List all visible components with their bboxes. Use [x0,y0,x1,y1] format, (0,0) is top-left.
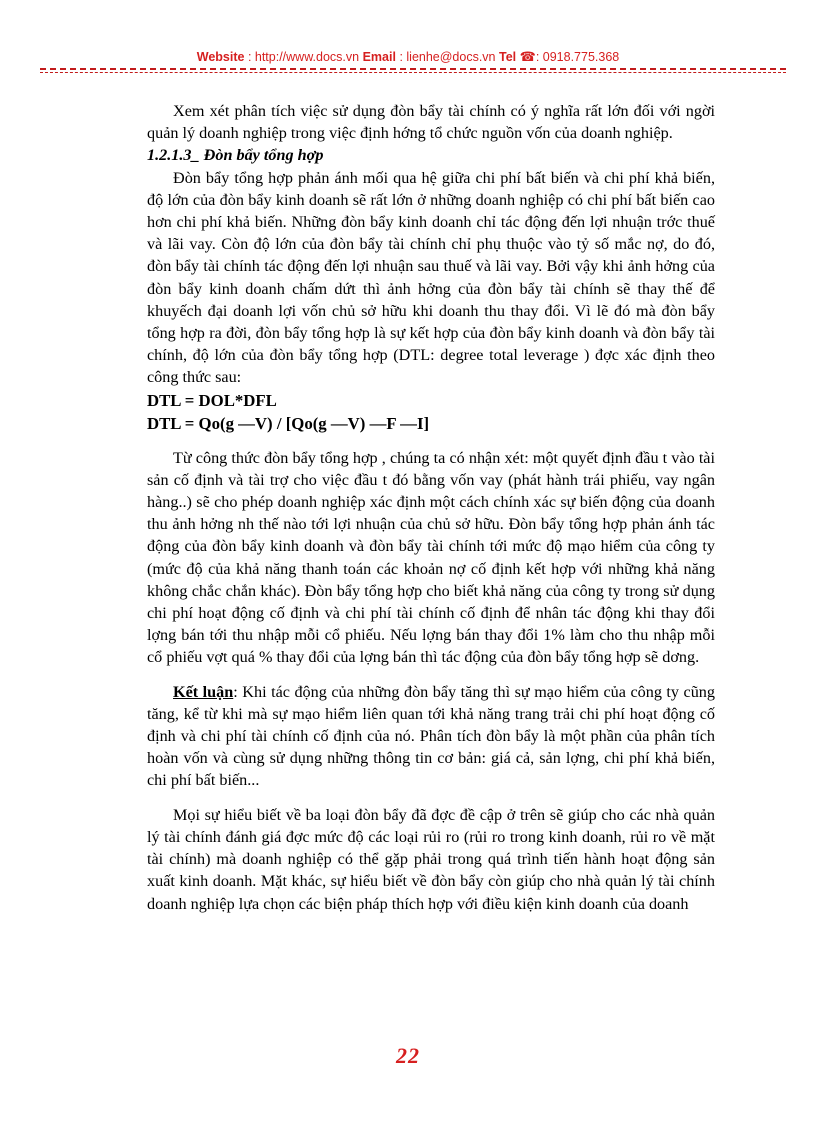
email-label: Email [362,50,396,64]
page-number: 22 [396,1043,420,1068]
paragraph-conclusion [147,681,715,792]
website-label: Website [196,50,245,64]
paragraph-summary: Mọi sự hiểu biết về ba loại đòn bẩy đã đợc đề cập ở trên sẽ giúp cho các nhà quản lý tài chính đánh giá đợc mức độ các loại rủi ro (rủi ro trong kinh doanh, rủi ro về mặt tài chính) mà doanh nghiệp có thể gặp phải trong quá trình tiến hành hoạt động sản xuất kinh doanh. Mặt khác, sự hiểu biết về đòn bẩy còn giúp cho nhà quản lý tài chính doanh nghiệp lựa chọn các biện pháp thích hợp với điều kiện kinh doanh của doanh [147,805,715,913]
section-heading: 1.2.1.3_ Đòn bẩy tổng hợp [147,146,324,165]
phone-icon: ☎ [519,49,536,64]
paragraph-remarks: Từ công thức đòn bẩy tổng hợp , chúng ta có nhận xét: một quyết định đầu t vào tài sản cố định và tài trợ cho việc đầu t đó bằng vốn vay (phát hành trái phiếu, vay ngân hàng..) sẽ cho phép doanh nghiệp xác định một cách chính xác sự biến động của doanh thu ảnh hởng nh thế nào tới lợi nhuận của chủ sở hữu. Đòn bẩy tổng hợp phản ánh tác động của đòn bẩy kinh doanh và đòn bẩy tài chính tới mức độ mạo hiểm của công ty (mức độ của khả năng thanh toán các khoản nợ cố định kết hợp với những khả năng không chắc chắn khác). Đòn bẩy tổng hợp cho biết khả năng của công ty trong sử dụng chi phí hoạt động cố định và chi phí tài chính cố định để nhân tác động khi thay đổi lợng bán tới thu nhập mỗi cổ phiếu. Nếu lợng bán thay đổi 1% làm cho thu nhập mỗi cổ phiếu vợt quá % thay đổi của lợng bán thì tác động của đòn bẩy tổng hợp sẽ dơng. [147,448,715,667]
header-divider-thin [40,72,786,73]
formula-dtl-expanded: DTL = Qo(g —V) / [Qo(g —V) —F —I] [147,413,430,433]
paragraph-intro: Xem xét phân tích việc sử dụng đòn bẩy tài chính có ý nghĩa rất lớn đối với ngời quản lý doanh nghiệp trong việc định hớng tổ chức nguồn vốn của doanh nghiệp. [147,102,715,143]
conclusion-label: Kết luận [173,682,234,701]
website-link[interactable]: : http://www.docs.vn [247,50,360,64]
formula-dtl-product: DTL = DOL*DFL [147,390,277,410]
tel-number: : 0918.775.368 [535,50,620,64]
paragraph-definition: Đòn bẩy tổng hợp phản ánh mối qua hệ giữa chi phí bất biến và chi phí khả biến, độ lớn của đòn bẩy kinh doanh sẽ rất lớn ở những doanh nghiệp có chi phí bất biến cao hơn chi phí khả biến. Những đòn bẩy kinh doanh chỉ tác động đến lợi nhuận trớc thuế và lãi vay. Còn độ lớn của đòn bẩy tài chính chỉ phụ thuộc vào tỷ số mắc nợ, do đó, đòn bẩy tài chính tác động đến lợi nhuận sau thuế và lãi vay. Bởi vậy khi ảnh hởng của đòn bẩy kinh doanh chấm dứt thì ảnh hởng của đòn bẩy tài chính sẽ thay thế để khuyếch đại doanh lợi vốn chủ sở hữu khi doanh thu thay đổi. Vì lẽ đó mà đòn bẩy tổng hợp ra đời, đòn bẩy tổng hợp là sự kết hợp của đòn bẩy kinh doanh và đòn bẩy tài chính, độ lớn của đòn bẩy tổng hợp (DTL: degree total leverage ) đợc xác định theo công thức sau: [147,168,715,387]
page-header [0,49,816,65]
email-link[interactable]: : lienhe@docs.vn [399,50,496,64]
tel-label: Tel [499,50,517,64]
conclusion-text: : Khi tác động của những đòn bẩy tăng thì sự mạo hiểm của công ty cũng tăng, kể từ khi mà sự mạo hiểm liên quan tới khả năng trang trải chi phí hoạt động cố định và chi phí tài chính cố định của nó. Phân tích đòn bẩy là một phần của phân tích hoàn vốn và cùng sử dụng những thông tin cơ bản: giá cả, sản lợng, chi phí khả biến, chi phí bất biến... [147,682,715,790]
document-body [147,100,715,915]
header-divider [40,68,786,70]
